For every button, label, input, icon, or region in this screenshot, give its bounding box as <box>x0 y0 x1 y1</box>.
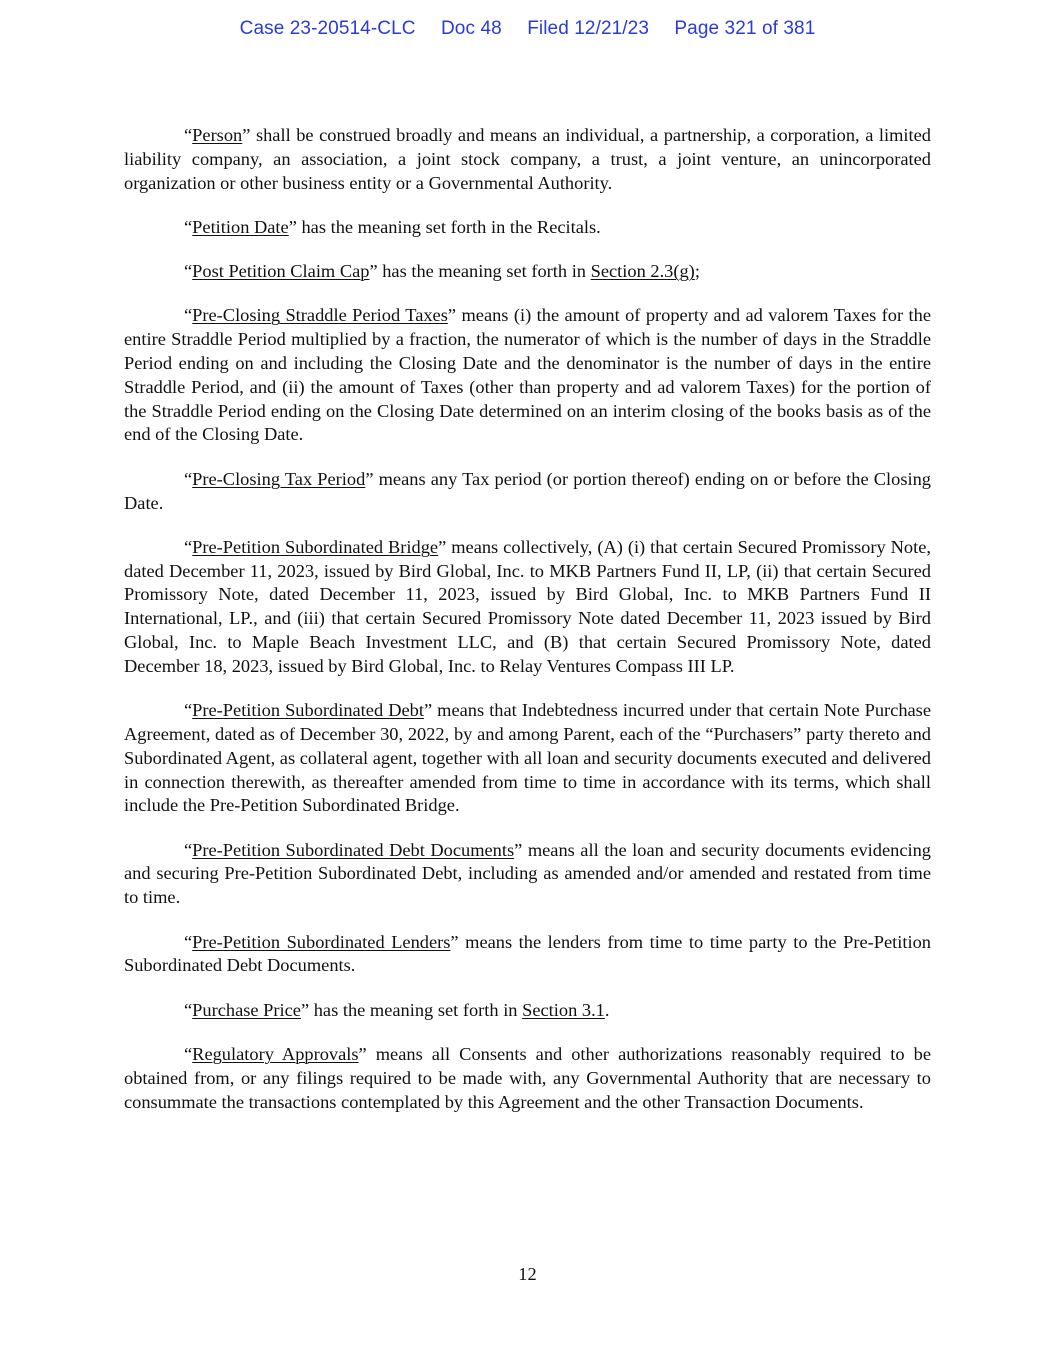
section-reference: Section 2.3(g) <box>590 261 695 282</box>
definition-text: shall be construed broadly and means an individual, a partnership, a corporation, a limited liability company, an association, a joint stock company, a trust, a joint venture, an unincorporated organization or other business entity or a Governmental Authority. <box>124 125 931 193</box>
definition-paragraph: “Pre-Petition Subordinated Lenders” means the lenders from time to time party to the Pre-Petition Subordinated Debt Documents. <box>124 931 931 976</box>
definition-paragraph: “Pre-Petition Subordinated Debt Documents” means all the loan and security documents evidencing and securing Pre-Petition Subordinated Debt, including as amended and/or amended and restated from time to time. <box>124 839 932 908</box>
definition-text: means any Tax period (or portion thereof) ending on or before the Closing Date. <box>124 468 931 513</box>
defined-term: Pre-Petition Subordinated Lenders <box>192 931 451 952</box>
definition-paragraph: “Pre-Closing Straddle Period Taxes” means (i) the amount of property and ad valorem Taxes for the entire Straddle Period multiplied by a fraction, the numerator of which is the number of days in the Straddle Period ending on and including the Closing Date and the denominator is the number of days in the entire Straddle Period, and (ii) the amount of Taxes (other than property and ad valorem Taxes) for the portion of the Straddle Period ending on the Closing Date determined on an interim closing of the books basis as of the end of the Closing Date. <box>124 305 931 445</box>
definition-text: means all Consents and other authorizations reasonably required to be obtained from, or any filings required to be made with, any Governmental Authority that are necessary to consummate the transactions contemplated by this Agreement and the other Transaction Documents. <box>124 1043 931 1112</box>
definition-paragraph: “Person” shall be construed broadly and means an individual, a partnership, a corporation, a limited liability company, an association, a joint stock company, a trust, a joint venture, an unincorporated organization or other business entity or a Governmental Authority. <box>124 125 931 193</box>
filing-header <box>0 18 1055 40</box>
defined-term: Pre-Petition Subordinated Debt <box>192 700 424 721</box>
definition-text: means the lenders from time to time party to the Pre-Petition Subordinated Debt Documents. <box>124 931 931 976</box>
definition-paragraph: “Regulatory Approvals” means all Consents and other authorizations reasonably required to be obtained from, or any filings required to be made with, any Governmental Authority that are necessary to consummate the transactions contemplated by this Agreement and the other Transaction Documents. <box>124 1043 931 1112</box>
page-number: 12 <box>518 1264 537 1284</box>
definition-text: has the meaning set forth in <box>377 261 591 282</box>
definition-paragraph: “Pre-Petition Subordinated Debt” means that Indebtedness incurred under that certain Note Purchase Agreement, dated as of December 30, 2022, by and among Parent, each of the “Purchasers” party thereto and Subordinated Agent, as collateral agent, together with all loan and security documents executed and delivered in connection therewith, as thereafter amended from time to time in accordance with its terms, which shall include the Pre-Petition Subordinated Bridge. <box>124 700 931 816</box>
definition-text: means that Indebtedness incurred under that certain Note Purchase Agreement, dated as of December 30, 2022, by and among Parent, each of the “Purchasers” party thereto and Subordinated Agent, as collateral agent, together with all loan and security documents executed and delivered in connection therewith, as thereafter amended from time to time in accordance with its terms, which shall include the Pre-Petition Subordinated Bridge. <box>124 700 931 816</box>
definition-paragraph: “Petition Date” has the meaning set forth in the Recitals. <box>184 216 601 237</box>
page-count: Page 321 of 381 <box>674 18 816 39</box>
definition-text: means all the loan and security documents evidencing and securing Pre-Petition Subordinated Debt, including as amended and/or amended and restated from time to time. <box>124 839 932 908</box>
definition-text: has the meaning set forth in <box>309 999 523 1020</box>
definition-text: has the meaning set forth in the Recitals. <box>296 216 601 237</box>
defined-term: Petition Date <box>192 216 289 237</box>
defined-term: Pre-Petition Subordinated Bridge <box>192 536 439 557</box>
section-reference: Section 3.1 <box>522 999 605 1020</box>
case-number: Case 23-20514-CLC <box>239 18 416 39</box>
defined-term: Pre-Closing Tax Period <box>192 468 366 489</box>
definition-paragraph: “Pre-Closing Tax Period” means any Tax period (or portion thereof) ending on or before the Closing Date. <box>124 468 931 513</box>
definition-paragraph: “Pre-Petition Subordinated Bridge” means collectively, (A) (i) that certain Secured Promissory Note, dated December 11, 2023, issued by Bird Global, Inc. to MKB Partners Fund II, LP, (ii) that certain Secured Promissory Note, dated December 11, 2023, issued by Bird Global, Inc. to MKB Partners Fund II International, LP., and (iii) that certain Secured Promissory Note dated December 11, 2023 issued by Bird Global, Inc. to Maple Beach Investment LLC, and (B) that certain Secured Promissory Note, dated December 18, 2023, issued by Bird Global, Inc. to Relay Ventures Compass III LP. <box>124 536 931 676</box>
definition-paragraph: “Purchase Price” has the meaning set forth in Section 3.1. <box>184 999 610 1020</box>
doc-number: Doc 48 <box>440 18 502 39</box>
definition-text: means collectively, (A) (i) that certain Secured Promissory Note, dated December 11, 2023, issued by Bird Global, Inc. to MKB Partners Fund II, LP, (ii) that certain Secured Promissory Note, dated December 11, 2023, issued by Bird Global, Inc. to MKB Partners Fund II International, LP., and (iii) that certain Secured Promissory Note dated December 11, 2023 issued by Bird Global, Inc. to Maple Beach Investment LLC, and (B) that certain Secured Promissory Note, dated December 18, 2023, issued by Bird Global, Inc. to Relay Ventures Compass III LP. <box>124 536 931 676</box>
defined-term: Post Petition Claim Cap <box>192 261 370 282</box>
definition-text: means (i) the amount of property and ad valorem Taxes for the entire Straddle Period multiplied by a fraction, the numerator of which is the number of days in the Straddle Period ending on and including the Closing Date and the denominator is the number of days in the entire Straddle Period, and (ii) the amount of Taxes (other than property and ad valorem Taxes) for the portion of the Straddle Period ending on the Closing Date determined on an interim closing of the books basis as of the end of the Closing Date. <box>124 305 931 445</box>
defined-term: Regulatory Approvals <box>192 1043 359 1064</box>
defined-term: Pre-Closing Straddle Period Taxes <box>192 305 448 326</box>
defined-term: Pre-Petition Subordinated Debt Documents <box>192 839 515 860</box>
definitions-body <box>124 124 931 1135</box>
defined-term: Person <box>192 125 243 145</box>
definition-paragraph: “Post Petition Claim Cap” has the meaning set forth in Section 2.3(g); <box>184 261 700 282</box>
defined-term: Purchase Price <box>192 999 301 1020</box>
filed-date: Filed 12/21/23 <box>527 18 650 39</box>
